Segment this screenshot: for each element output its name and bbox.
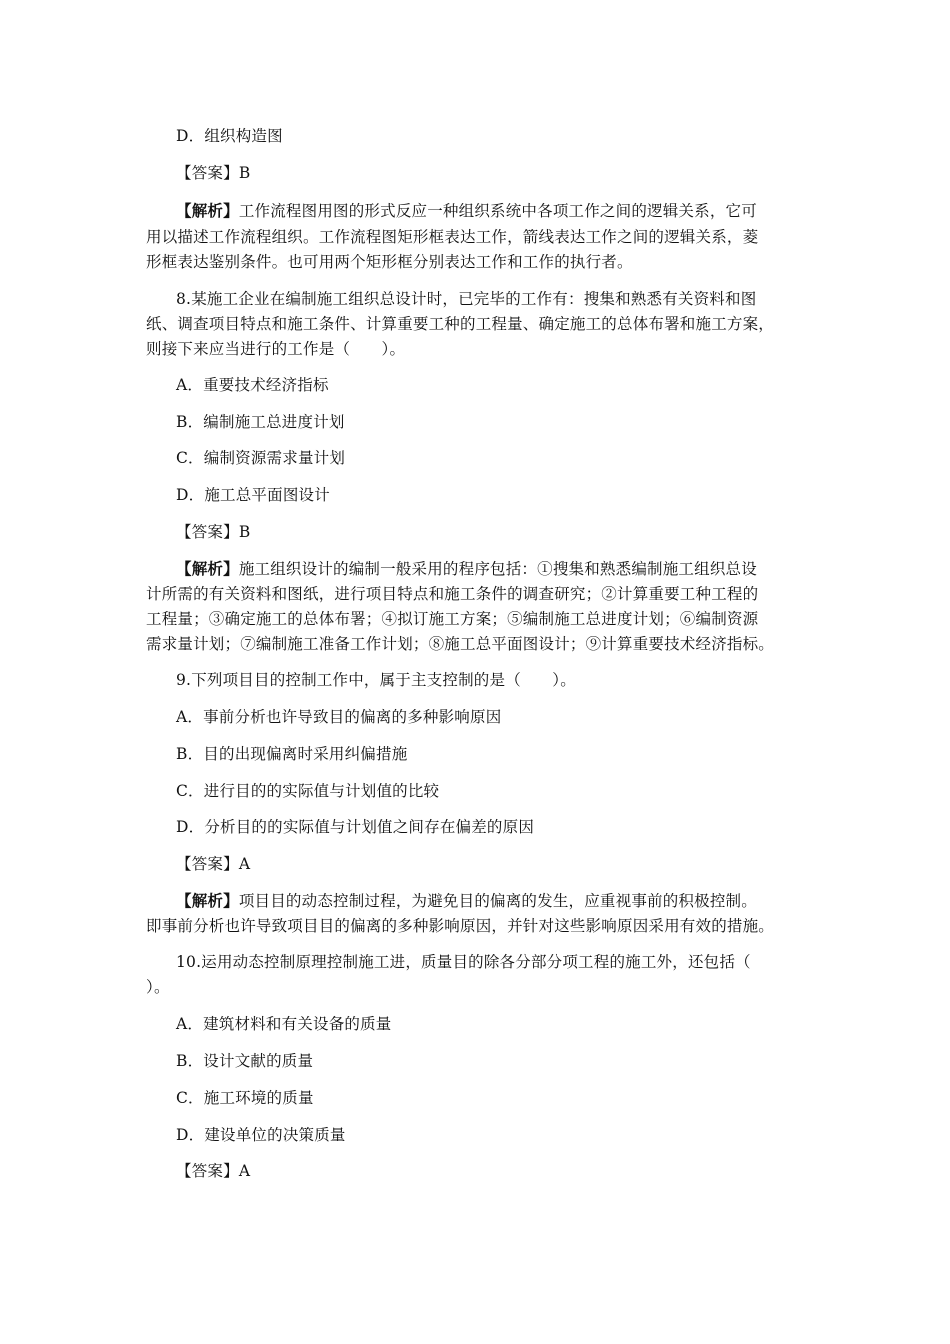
question-line: 9.下列项目目的控制工作中，属于主支控制的是（ ）。: [176, 671, 576, 689]
answer-line: [176, 1161, 250, 1181]
continuation-line: 用以描述工作流程组织。工作流程图矩形框表达工作，箭线表达工作之间的逻辑关系，菱: [146, 228, 759, 246]
continuation-line: 纸、调查项目特点和施工条件、计算重要工种的工程量、确定施工的总体布署和施工方案，: [146, 315, 775, 333]
analysis-label: 【解析】: [176, 891, 239, 910]
answer-label: 【答案】: [176, 523, 239, 541]
answer-value: A: [238, 855, 251, 873]
analysis-label: 【解析】: [176, 559, 239, 578]
continuation-line: 则接下来应当进行的工作是（ ）。: [146, 340, 406, 358]
analysis-text: 施工组织设计的编制一般采用的程序包括：①搜集和熟悉编制施工组织总设: [238, 560, 757, 578]
continuation-line: 需求量计划；⑦编制施工准备工作计划；⑧施工总平面图设计；⑨计算重要技术经济指标。: [146, 635, 775, 653]
option-line: D．建设单位的决策质量: [176, 1126, 346, 1144]
option-line: A．重要技术经济指标: [176, 376, 329, 394]
answer-label: 【答案】: [176, 1162, 239, 1180]
question-line: 10.运用动态控制原理控制施工进，质量目的除各分部分项工程的施工外，还包括（: [176, 953, 751, 971]
option-line: D．组织构造图: [176, 127, 283, 145]
continuation-line: 工程量；③确定施工的总体布署；④拟订施工方案；⑤编制施工总进度计划；⑥编制资源: [146, 610, 759, 628]
analysis-label: 【解析】: [176, 201, 239, 220]
answer-value: A: [238, 1162, 251, 1180]
option-line: D．分析目的的实际值与计划值之间存在偏差的原因: [176, 818, 535, 836]
answer-line: [176, 522, 250, 542]
option-line: C．编制资源需求量计划: [176, 449, 346, 467]
option-line: A．事前分析也许导致目的偏离的多种影响原因: [176, 708, 502, 726]
option-line: A．建筑材料和有关设备的质量: [176, 1015, 392, 1033]
continuation-line: ）。: [146, 978, 170, 996]
option-line: B．编制施工总进度计划: [176, 413, 345, 431]
analysis-line: [176, 201, 757, 221]
question-line: 8.某施工企业在编制施工组织总设计时，已完毕的工作有：搜集和熟悉有关资料和图: [176, 290, 757, 308]
analysis-line: [176, 891, 757, 911]
option-line: B．目的出现偏离时采用纠偏措施: [176, 745, 408, 763]
answer-label: 【答案】: [176, 855, 239, 873]
continuation-line: 计所需的有关资料和图纸，进行项目特点和施工条件的调查研究；②计算重要工种工程的: [146, 585, 759, 603]
option-line: D．施工总平面图设计: [176, 486, 330, 504]
option-line: B．设计文献的质量: [176, 1052, 314, 1070]
continuation-line: 即事前分析也许导致项目目的偏离的多种影响原因，并针对这些影响原因采用有效的措施。: [146, 917, 775, 935]
continuation-line: 形框表达鉴别条件。也可用两个矩形框分别表达工作和工作的执行者。: [146, 253, 633, 271]
answer-label: 【答案】: [176, 164, 239, 182]
analysis-text: 工作流程图用图的形式反应一种组织系统中各项工作之间的逻辑关系，它可: [238, 202, 757, 220]
answer-value: B: [238, 523, 251, 541]
option-line: C．施工环境的质量: [176, 1089, 314, 1107]
answer-line: [176, 163, 250, 183]
analysis-line: [176, 559, 757, 579]
analysis-text: 项目目的动态控制过程，为避免目的偏离的发生，应重视事前的积极控制。: [238, 892, 757, 910]
option-line: C．进行目的的实际值与计划值的比较: [176, 782, 440, 800]
answer-value: B: [238, 164, 251, 182]
answer-line: [176, 854, 250, 874]
